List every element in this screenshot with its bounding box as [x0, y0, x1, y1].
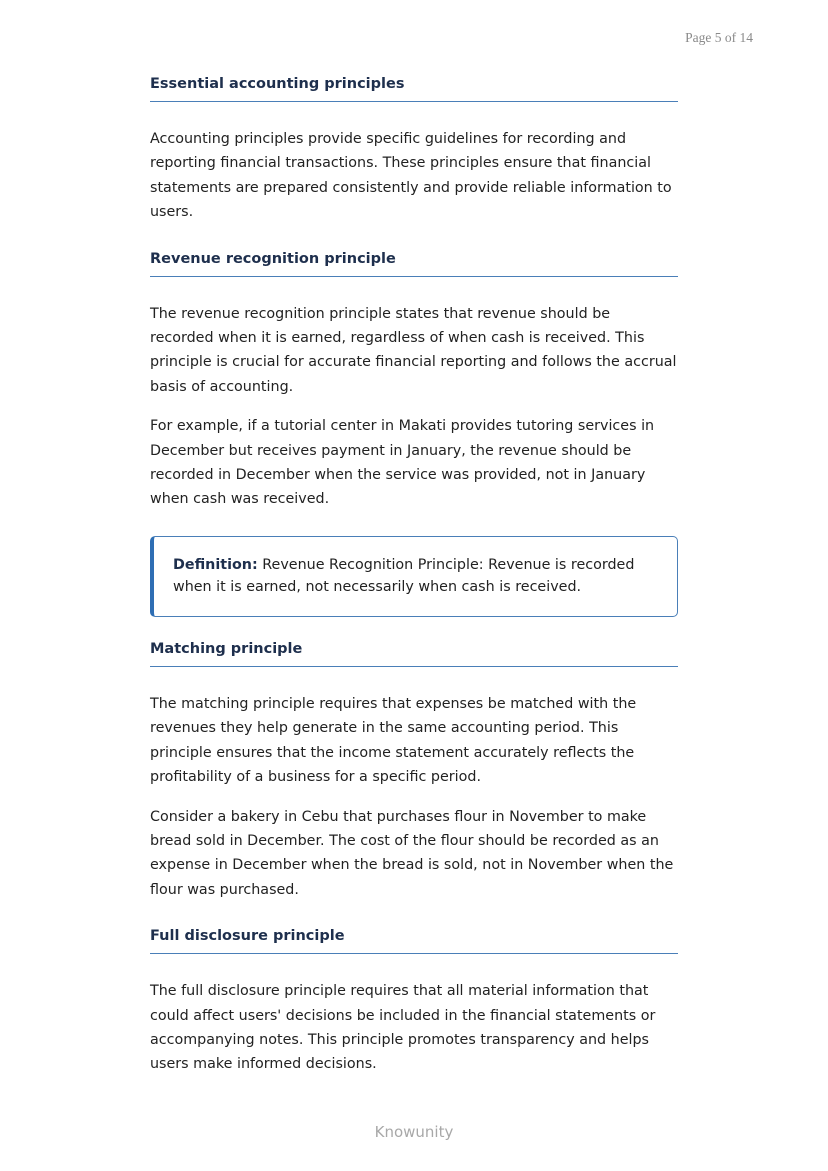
paragraph: The revenue recognition principle states that revenue should be recorded when it is earned, regardless of when cash is received. This principle is crucial for accurate financial reporting and follows the accrual basis of accounting. [150, 305, 677, 395]
section-heading: Full disclosure principle [150, 928, 678, 954]
definition-text: Revenue Recognition Principle: Revenue is recorded when it is earned, not necessarily when cash is received. [173, 556, 635, 595]
paragraph: Consider a bakery in Cebu that purchases flour in November to make bread sold in December. The cost of the flour should be recorded as an expense in December when the bread is sold, not in November when the flour was purchased. [150, 808, 674, 898]
section-heading: Revenue recognition principle [150, 251, 678, 277]
section-heading: Matching principle [150, 641, 678, 667]
document-body [150, 76, 678, 1077]
paragraph: For example, if a tutorial center in Makati provides tutoring services in December but receives payment in January, the revenue should be recorded in December when the service was provided, not in January when cash was received. [150, 418, 655, 508]
footer-brand: Knowunity [374, 1123, 454, 1141]
page-number: Page 5 of 14 [685, 30, 753, 45]
paragraph: Accounting principles provide specific guidelines for recording and reporting financial transactions. These principles ensure that financial statements are prepared consistently and provide reliable information to users. [150, 131, 672, 221]
section-matching [150, 641, 678, 902]
section-heading: Essential accounting principles [150, 76, 678, 102]
definition-label: Definition: [173, 556, 258, 573]
paragraph: The full disclosure principle requires that all material information that could affect users' decisions be included in the financial statements or accompanying notes. This principle promotes transparency and helps users make informed decisions. [150, 983, 656, 1073]
paragraph: The matching principle requires that expenses be matched with the revenues they help generate in the same accounting period. This principle ensures that the income statement accurately reflects the profitability of a business for a specific period. [150, 695, 637, 786]
definition-callout [150, 536, 678, 617]
section-full-disclosure [150, 928, 678, 1077]
section-essential-principles [150, 76, 678, 225]
section-revenue-recognition [150, 251, 678, 617]
